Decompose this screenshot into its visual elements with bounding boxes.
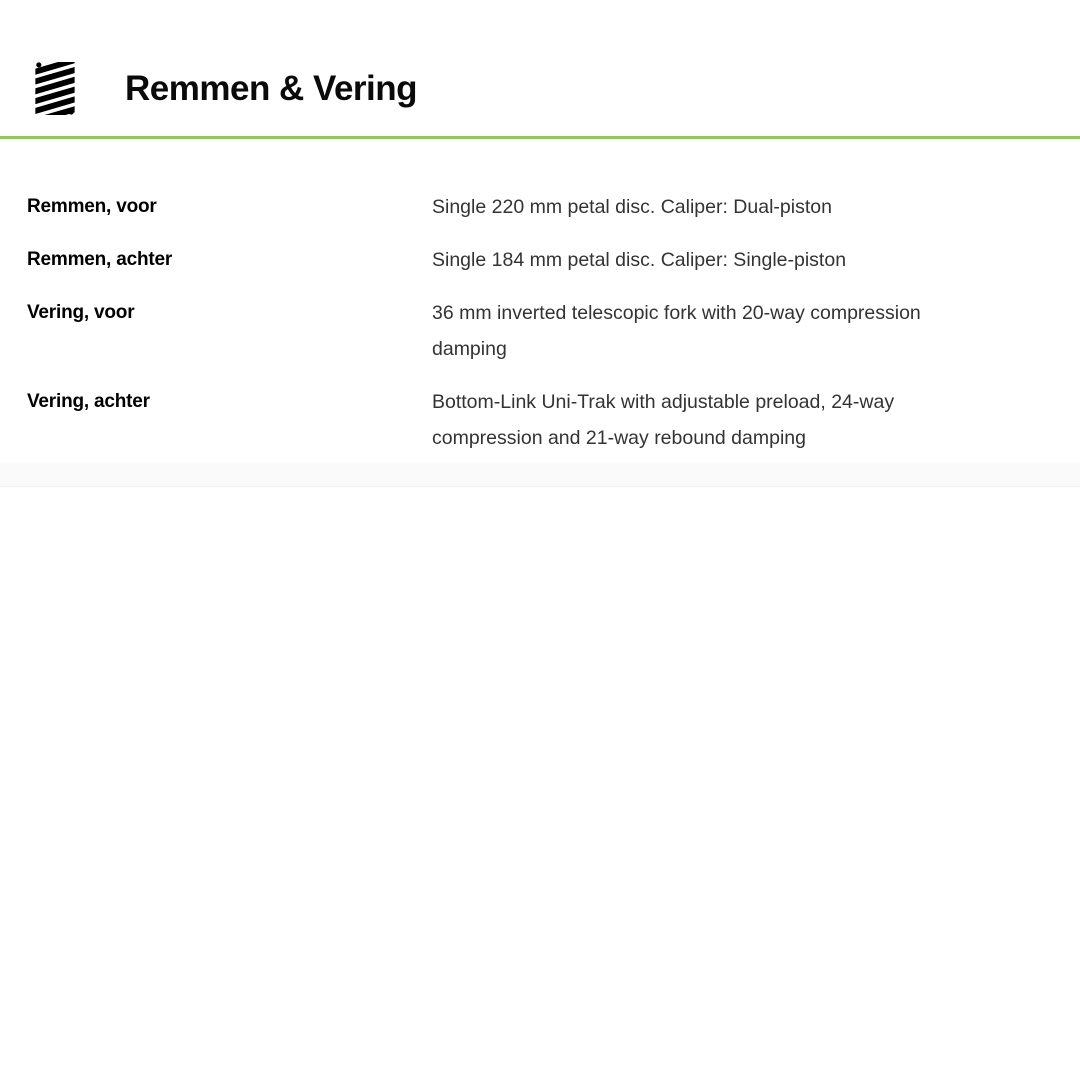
spec-row-vering-achter [27, 384, 1037, 456]
spring-icon [35, 62, 75, 115]
spec-value: Bottom-Link Uni-Trak with adjustable preload, 24-way compression and 21-way rebound damping [432, 391, 895, 449]
spec-row-remmen-achter [27, 242, 1037, 278]
spec-value: Single 184 mm petal disc. Caliper: Single-piston [432, 249, 847, 271]
spec-row-vering-voor [27, 295, 1037, 367]
spec-value: Single 220 mm petal disc. Caliper: Dual-piston [432, 196, 832, 218]
spec-label: Vering, achter [27, 391, 150, 412]
spec-label: Remmen, voor [27, 196, 157, 217]
section-bottom-band [0, 463, 1080, 487]
spec-label: Remmen, achter [27, 249, 173, 270]
spec-table [27, 189, 1037, 473]
spec-value: 36 mm inverted telescopic fork with 20-way compression damping [432, 302, 921, 360]
section-title: Remmen & Vering [125, 69, 418, 109]
spec-label: Vering, voor [27, 302, 135, 323]
section-header [35, 42, 417, 135]
spec-row-remmen-voor [27, 189, 1037, 225]
section-divider-green [0, 136, 1080, 139]
